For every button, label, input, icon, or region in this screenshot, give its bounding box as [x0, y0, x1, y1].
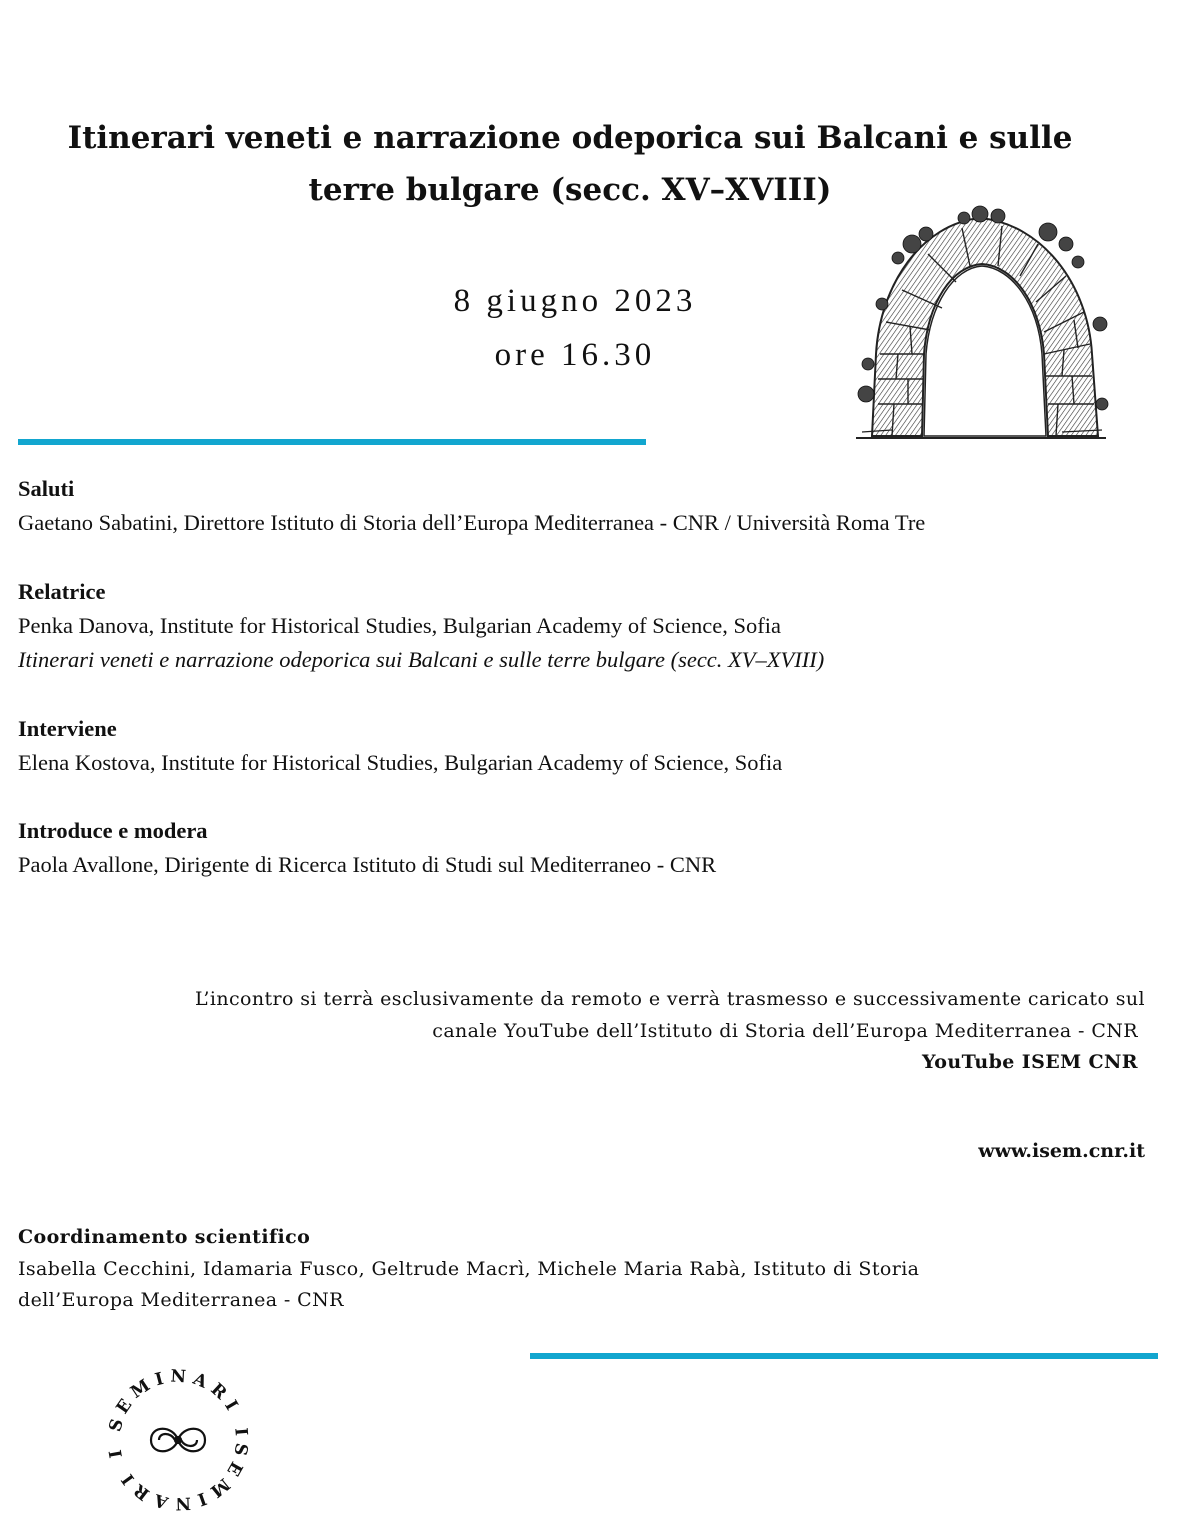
logo-ring-text: SEMINARI ISEMINARI I	[104, 1366, 252, 1514]
accent-rule-bottom	[530, 1353, 1158, 1359]
event-title	[40, 112, 1100, 216]
section-heading: Saluti	[18, 476, 75, 501]
event-date: 8 giugno 2023	[453, 283, 697, 319]
event-title-line-1: Itinerari veneti e narrazione odeporica sui Balcani e sulle	[67, 120, 1073, 156]
speaker-line: Paola Avallone, Dirigente di Ricerca Istituto di Studi sul Mediterraneo - CNR	[18, 852, 717, 877]
infinity-knot-icon	[151, 1429, 205, 1452]
section-coordination	[18, 1222, 1098, 1317]
section-heading: Introduce e modera	[18, 818, 208, 843]
section-interviene	[18, 712, 1158, 780]
section-saluti	[18, 472, 1158, 540]
coordination-line-1: Isabella Cecchini, Idamaria Fusco, Geltrude Macrì, Michele Maria Rabà, Istituto di Storia	[18, 1257, 920, 1280]
notice-line-1: L’incontro si terrà esclusivamente da remoto e verrà trasmesso e successivamente caricato sul	[194, 988, 1145, 1010]
event-datetime	[340, 274, 810, 382]
section-heading: Interviene	[18, 716, 117, 741]
section-modera	[18, 814, 1158, 882]
event-title-line-2: terre bulgare (secc. XV–XVIII)	[308, 172, 832, 208]
streaming-notice	[45, 984, 1145, 1079]
iseminari-logo	[103, 1365, 253, 1515]
accent-rule-top	[18, 439, 646, 445]
event-time: ore 16.30	[494, 337, 656, 373]
speaker-line: Penka Danova, Institute for Historical Studies, Bulgarian Academy of Science, Sofia	[18, 613, 781, 638]
coordination-line-2: dell’Europa Mediterranea - CNR	[18, 1289, 344, 1311]
website-link[interactable]: www.isem.cnr.it	[978, 1140, 1145, 1162]
ruined-arch-illustration	[852, 204, 1110, 444]
notice-line-2: canale YouTube dell’Istituto di Storia dell’Europa Mediterranea - CNR	[432, 1019, 1138, 1042]
youtube-link[interactable]: YouTube ISEM CNR	[921, 1051, 1138, 1073]
section-relatrice	[18, 575, 1158, 677]
talk-title: Itinerari veneti e narrazione odeporica sui Balcani e sulle terre bulgare (secc. XV–XVIII)	[18, 647, 825, 672]
section-heading: Relatrice	[18, 579, 106, 604]
speaker-line: Gaetano Sabatini, Direttore Istituto di Storia dell’Europa Mediterranea - CNR / Università Roma Tre	[18, 510, 926, 535]
section-heading: Coordinamento scientifico	[18, 1226, 311, 1248]
speaker-line: Elena Kostova, Institute for Historical Studies, Bulgarian Academy of Science, Sofia	[18, 750, 783, 775]
